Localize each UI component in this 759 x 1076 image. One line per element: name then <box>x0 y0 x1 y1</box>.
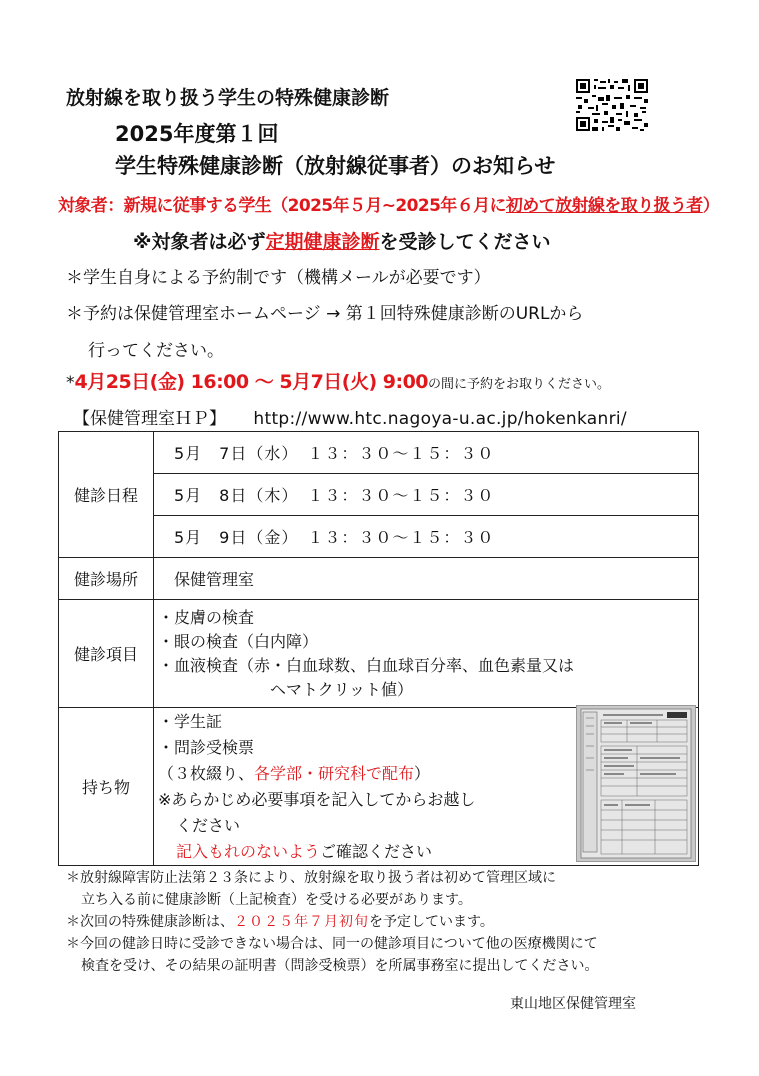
next-pre: ＊次回の特殊健康診断は、 <box>66 914 234 930</box>
items-list <box>154 600 699 708</box>
footer-other-2: 検査を受け、その結果の証明書（問診受検票）を所属事務室に提出してください。 <box>81 958 599 974</box>
items-label: 健診項目 <box>59 600 154 708</box>
target-first-time: 初めて放射線を取り扱う者 <box>505 196 703 216</box>
bring-note-2: ください <box>176 815 241 835</box>
note-reservation-url: ＊予約は保健管理室ホームページ → 第１回特殊健康診断のURLから <box>66 304 584 324</box>
footer-next <box>66 911 494 931</box>
schedule-date-2: 5月 8日（木） １３：３０～１５：３０ <box>174 486 495 505</box>
qr-code-icon[interactable] <box>576 79 648 131</box>
schedule-date-1: 5月 7日（水） １３：３０～１５：３０ <box>174 444 495 463</box>
must-suffix: を受診してください <box>379 231 551 253</box>
item-eye: ・眼の検査（白内障） <box>158 631 319 651</box>
item-skin: ・皮膚の検査 <box>158 607 255 627</box>
next-date: ２０２５年７月初旬 <box>234 914 369 930</box>
note-rest: ご確認ください <box>320 841 433 861</box>
item-blood: ・血液検査（赤・白血球数、白血球百分率、血色素量又は <box>158 655 575 675</box>
footer-law-2: 立ち入る前に健康診断（上記検査）を受ける必要があります。 <box>81 892 472 908</box>
questionnaire-form-image <box>576 705 696 862</box>
target-who: 新規に従事する学生 <box>123 196 272 216</box>
year-heading: 2025年度第１回 <box>115 122 279 146</box>
schedule-row-1 <box>154 432 699 474</box>
note-red: 記入もれのないよう <box>176 841 321 861</box>
note-reservation-cont: 行ってください。 <box>88 341 224 361</box>
hp-label: 【保健管理室ＨＰ】 <box>73 409 226 429</box>
target-line <box>58 191 719 216</box>
target-paren-close: ） <box>702 196 720 216</box>
copies-red: 各学部・研究科で配布 <box>254 763 415 783</box>
schedule-row-3 <box>154 516 699 558</box>
place-value: 保健管理室 <box>154 558 699 600</box>
hp-line <box>73 404 627 429</box>
bring-student-id: ・学生証 <box>158 711 223 731</box>
document-title: 放射線を取り扱う学生の特殊健康診断 <box>66 87 390 109</box>
note-reservation: ＊学生自身による予約制です（機構メールが必要です） <box>66 268 491 288</box>
footer-law-1: ＊放射線障害防止法第２３条により、放射線を取り扱う者は初めて管理区域に <box>66 870 556 886</box>
hp-url-link[interactable]: http://www.htc.nagoya-u.ac.jp/hokenkanri/ <box>253 409 627 429</box>
must-prefix: ※対象者は必ず <box>133 231 266 253</box>
schedule-date-3: 5月 9日（金） １３：３０～１５：３０ <box>174 528 495 547</box>
bring-label: 持ち物 <box>59 708 154 866</box>
target-paren-open: （2025年５月~2025年６月に <box>271 196 506 216</box>
period-dates: 4月25日(金) 16:00 ～ 5月7日(火) 9:00 <box>74 371 429 393</box>
must-highlight: 定期健康診断 <box>265 231 380 253</box>
copies-open: （３枚綴り、 <box>158 763 255 783</box>
organization-name: 東山地区保健管理室 <box>510 996 636 1012</box>
schedule-label: 健診日程 <box>59 432 154 558</box>
period-suffix: の間に予約をお取りください。 <box>428 377 611 392</box>
next-post: を予定しています。 <box>369 914 494 930</box>
bring-questionnaire: ・問診受検票 <box>158 737 255 757</box>
bring-note-1: ※あらかじめ必要事項を記入してからお越し <box>158 789 476 809</box>
period-star: * <box>66 373 75 393</box>
copies-close: ） <box>414 763 431 783</box>
target-label: 対象者： <box>58 196 124 216</box>
reservation-period <box>66 367 610 394</box>
footer-other-1: ＊今回の健診日時に受診できない場合は、同一の健診項目について他の医療機関にて <box>66 936 598 952</box>
item-blood-cont: ヘマトクリット値） <box>270 679 414 699</box>
notice-title: 学生特殊健康診断（放射線従事者）のお知らせ <box>115 154 556 178</box>
schedule-row-2 <box>154 474 699 516</box>
must-notice <box>133 227 551 254</box>
place-label: 健診場所 <box>59 558 154 600</box>
